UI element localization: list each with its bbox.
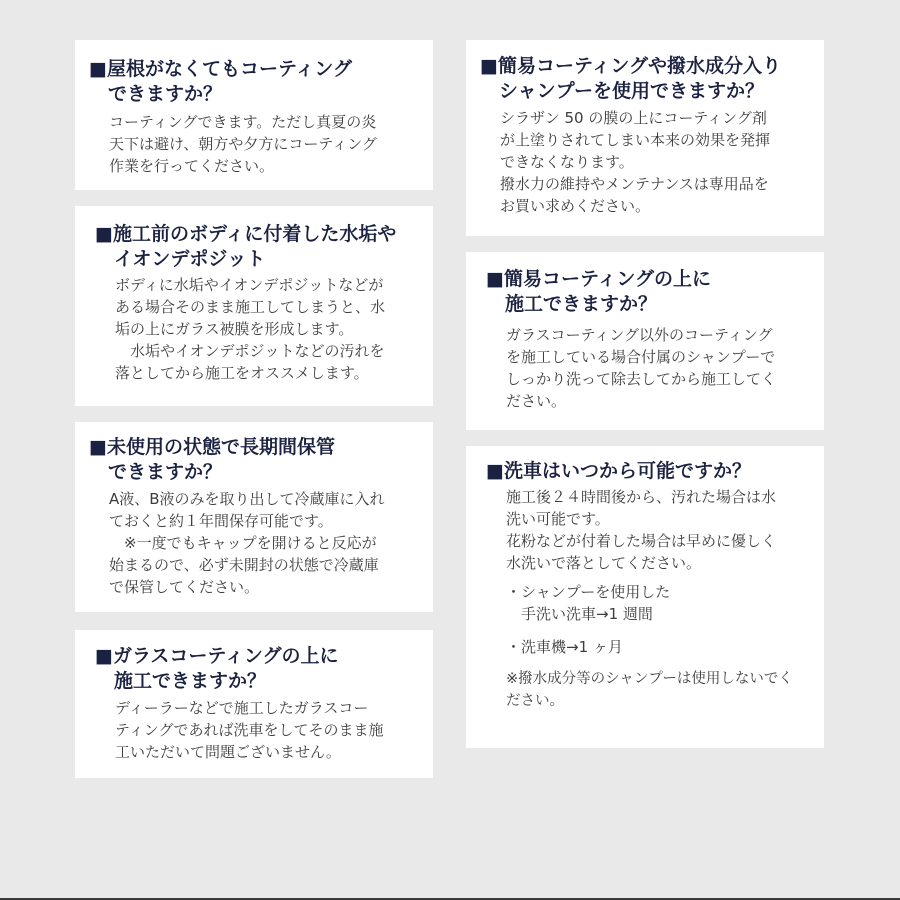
faq-answer-water-stain: ボディに水垢やイオンデポジットなどが ある場合そのまま施工してしまうと、水 垢の上にガラス被膜を形成します。 水垢やイオンデポジットなどの汚れを 落としてから施工をオススメします。 bbox=[115, 276, 386, 382]
faq-answer-shampoo: シラザン 50 の膜の上にコーティング剤 が上塗りされてしまい本来の効果を発揮 できなくなります。 撥水力の維持やメンテナンスは専用品を お買い求めください。 bbox=[500, 109, 771, 215]
faq-answer-roof: コーティングできます。ただし真夏の炎 天下は避け、朝方や夕方にコーティング 作業を行ってください。 bbox=[109, 113, 377, 175]
faq-answer-car-wash: 施工後２４時間後から、汚れた場合は水 洗い可能です。 花粉などが付着した場合は早めに優しく 水洗いで落としてください。 bbox=[506, 488, 777, 572]
faq-question-shampoo: ■簡易コーティングや撥水成分入り シャンプーを使用できますか？ bbox=[480, 55, 782, 102]
faq-question-storage: ■未使用の状態で長期間保管 できますか？ bbox=[89, 436, 335, 483]
faq-bullet-hand-wash: ・シャンプーを使用した 手洗い洗車→1 週間 bbox=[506, 583, 671, 623]
faq-card-simple-coating bbox=[466, 252, 824, 430]
faq-question-car-wash: ■洗車はいつから可能ですか？ bbox=[486, 460, 751, 482]
faq-note-shampoo: ※撥水成分等のシャンプーは使用しないでく ださい。 bbox=[506, 671, 793, 709]
faq-card-storage bbox=[75, 422, 433, 612]
faq-question-roof: ■屋根がなくてもコーティング できますか？ bbox=[89, 58, 353, 105]
faq-card-shampoo bbox=[466, 40, 824, 236]
faq-answer-storage: A液、B液のみを取り出して冷蔵庫に入れ ておくと約１年間保存可能です。 ※一度でもキャップを開けると反応が 始まるので、必ず未開封の状態で冷蔵庫 で保管してください。 bbox=[109, 490, 385, 596]
faq-answer-simple-coating: ガラスコーティング以外のコーティング を施工している場合付属のシャンプーで しっかり洗って除去してから施工してく ださい。 bbox=[506, 326, 777, 410]
faq-card-water-stain bbox=[75, 206, 433, 406]
faq-bullet-machine-wash: ・洗車機→1 ヶ月 bbox=[506, 638, 623, 656]
faq-question-simple-coating: ■簡易コーティングの上に 施工できますか？ bbox=[486, 268, 712, 315]
faq-question-glass-coating: ■ガラスコーティングの上に 施工できますか？ bbox=[95, 645, 339, 692]
faq-question-water-stain: ■施工前のボディに付着した水垢や イオンデポジット bbox=[95, 223, 397, 270]
faq-card-car-wash bbox=[466, 446, 824, 748]
faq-answer-glass-coating: ディーラーなどで施工したガラスコー ティングであれば洗車をしてそのまま施 工いただいて問題ございません。 bbox=[115, 699, 384, 761]
faq-card-roof bbox=[75, 40, 433, 190]
faq-card-glass-coating bbox=[75, 630, 433, 778]
